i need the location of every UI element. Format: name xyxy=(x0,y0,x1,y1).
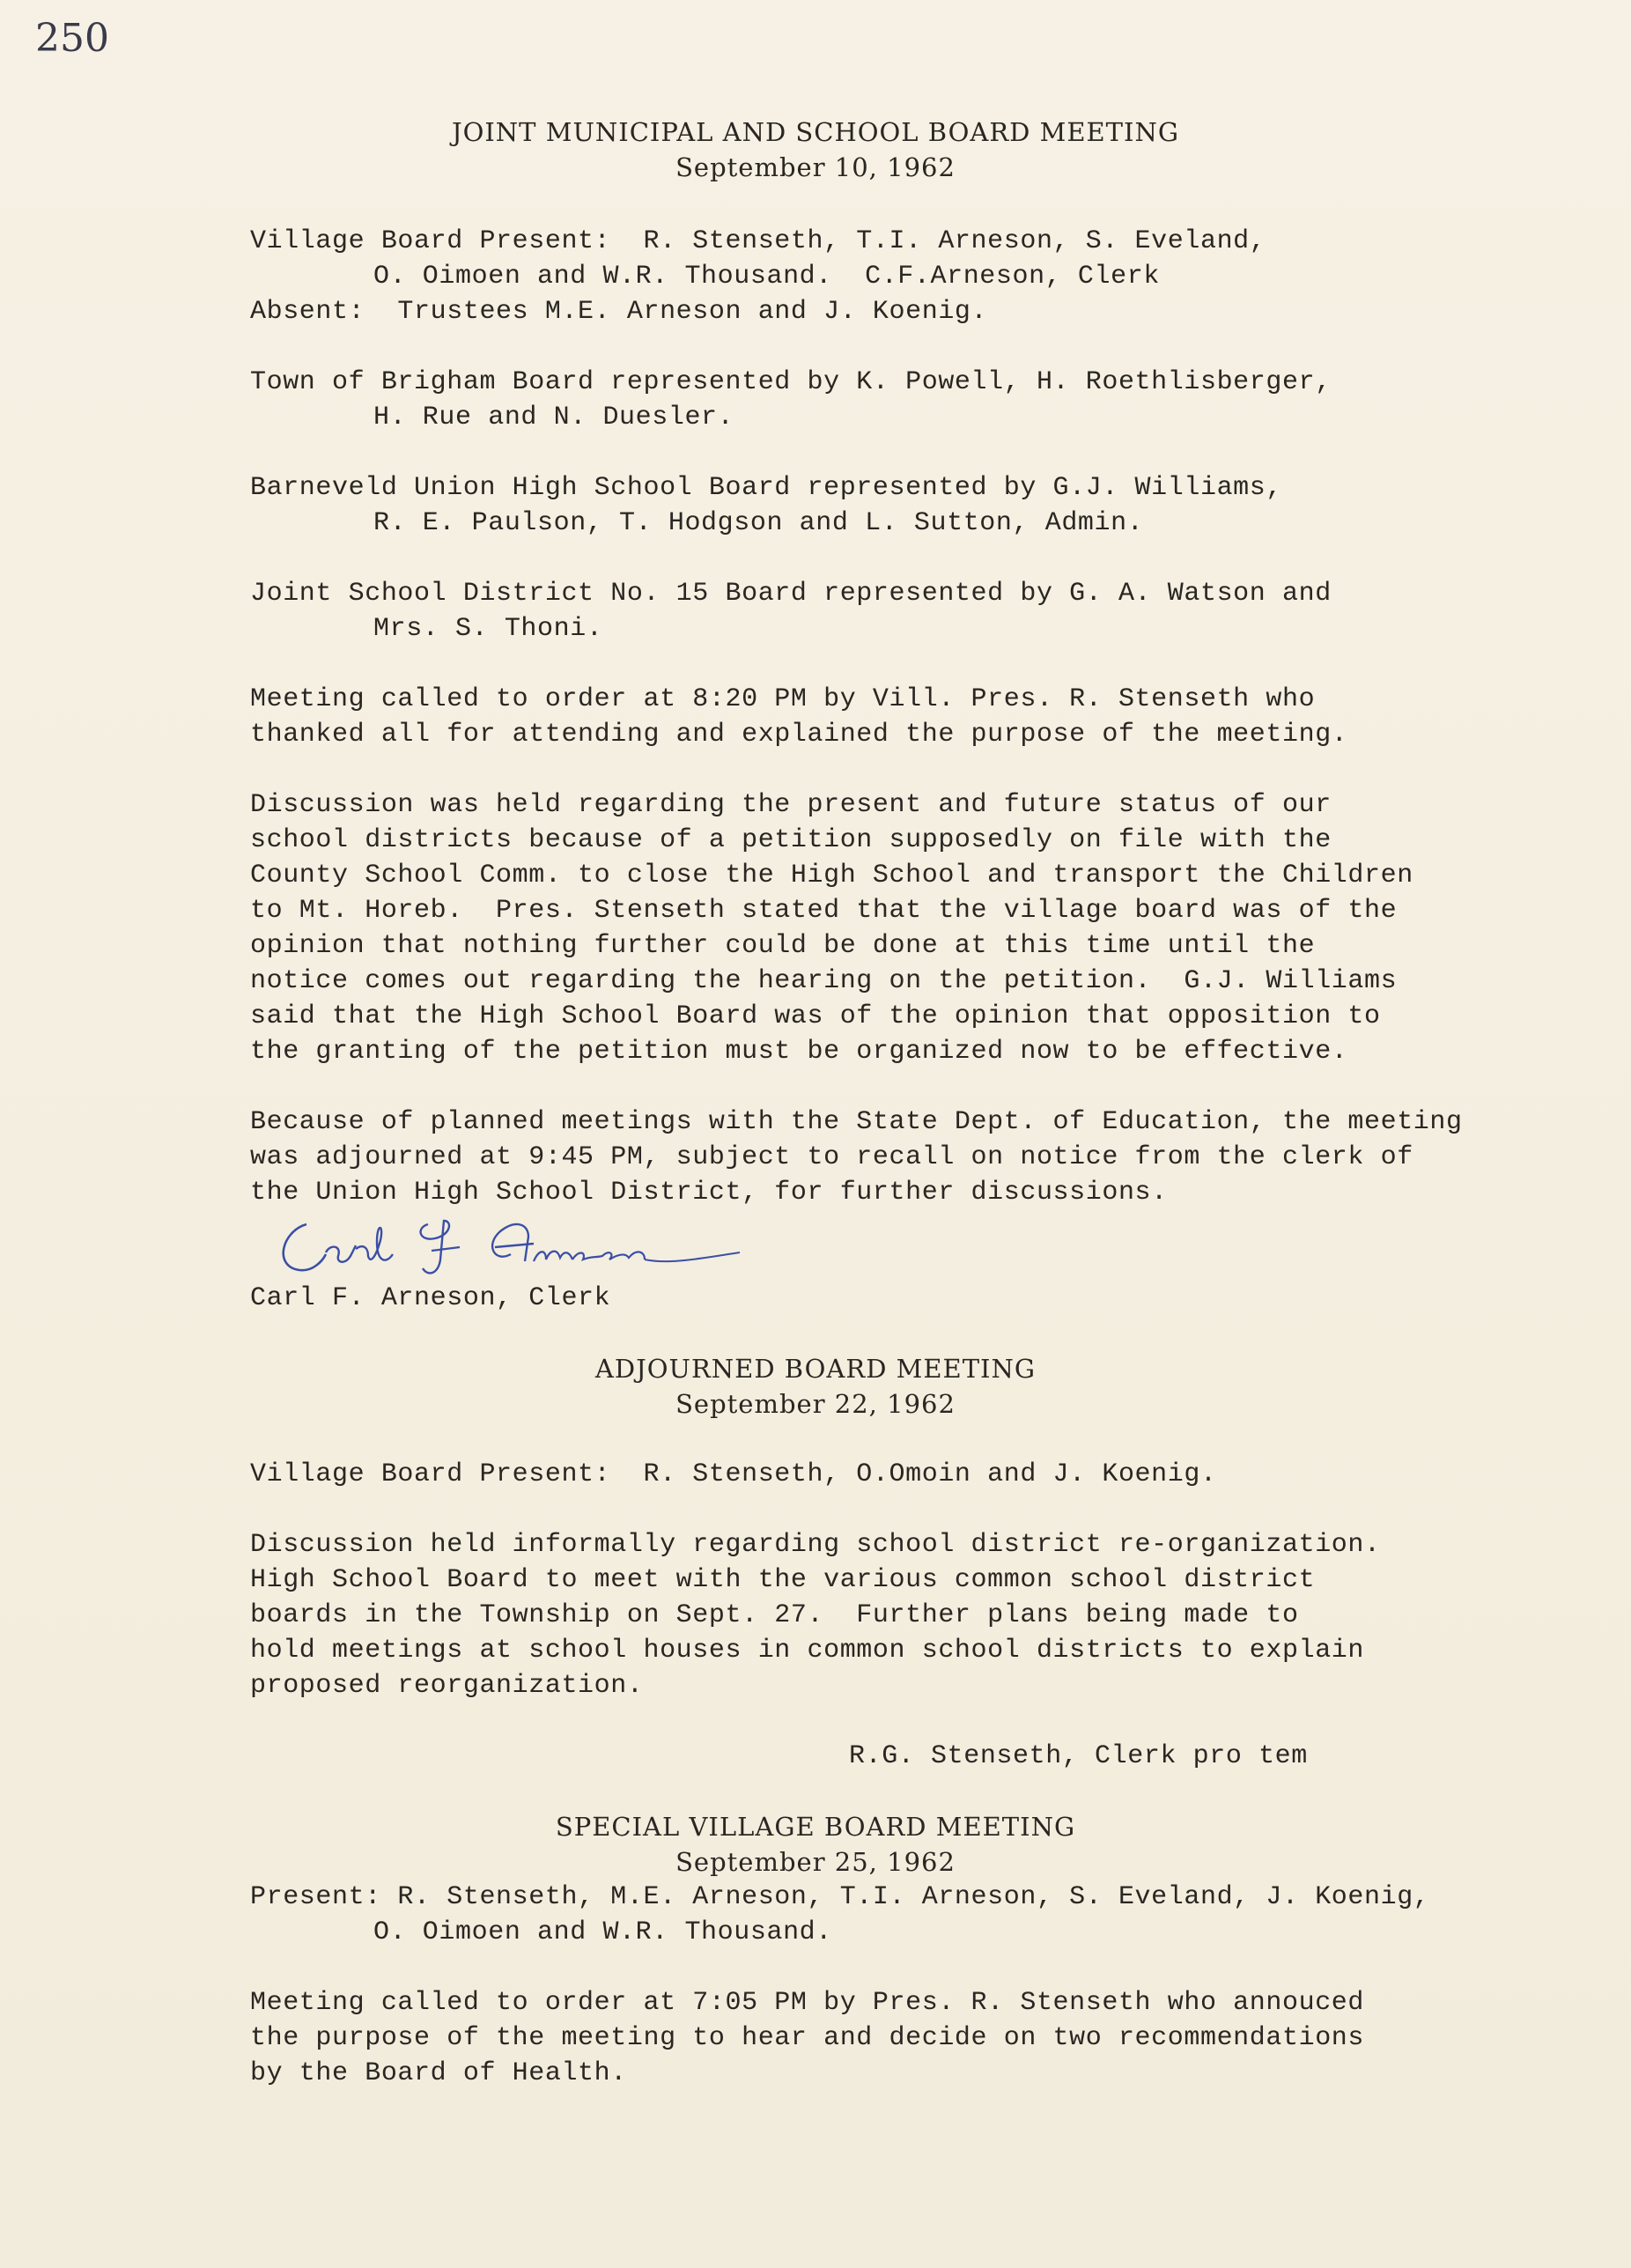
meeting1-village-present-cont: O. Oimoen and W.R. Thousand. C.F.Arneson, Clerk xyxy=(373,262,1160,292)
meeting2-clerk-pro-tem: R.G. Stenseth, Clerk pro tem xyxy=(849,1741,1308,1771)
meeting3-present: Present: R. Stenseth, M.E. Arneson, T.I. Arneson, S. Eveland, J. Koenig, xyxy=(250,1882,1430,1912)
meeting3-present-cont: O. Oimoen and W.R. Thousand. xyxy=(373,1917,832,1947)
meeting1-discussion-6: notice comes out regarding the hearing on the petition. G.J. Williams xyxy=(250,966,1398,996)
meeting2-title: ADJOURNED BOARD MEETING xyxy=(594,1354,1037,1384)
meeting2-discussion-1: Discussion held informally regarding school district re-organization. xyxy=(250,1530,1381,1560)
meeting1-adjourned-2: was adjourned at 9:45 PM, subject to recall on notice from the clerk of xyxy=(250,1142,1413,1172)
meeting2-date: September 22, 1962 xyxy=(675,1389,956,1419)
meeting1-title: JOINT MUNICIPAL AND SCHOOL BOARD MEETING xyxy=(451,117,1180,147)
meeting2-discussion-5: proposed reorganization. xyxy=(250,1671,644,1701)
meeting1-joint-district: Joint School District No. 15 Board represented by G. A. Watson and xyxy=(250,579,1332,609)
meeting1-date: September 10, 1962 xyxy=(675,152,956,182)
meeting1-adjourned-1: Because of planned meetings with the State Dept. of Education, the meeting xyxy=(250,1107,1463,1137)
meeting1-absent: Absent: Trustees M.E. Arneson and J. Koenig. xyxy=(250,297,988,327)
meeting1-village-present: Village Board Present: R. Stenseth, T.I. Arneson, S. Eveland, xyxy=(250,226,1266,256)
meeting1-discussion-4: to Mt. Horeb. Pres. Stenseth stated that the village board was of the xyxy=(250,896,1398,926)
meeting3-date: September 25, 1962 xyxy=(675,1847,956,1877)
meeting1-joint-district-cont: Mrs. S. Thoni. xyxy=(373,614,603,644)
meeting3-called-3: by the Board of Health. xyxy=(250,2058,627,2088)
meeting1-clerk-name: Carl F. Arneson, Clerk xyxy=(250,1283,611,1313)
meeting3-called-1: Meeting called to order at 7:05 PM by Pres. R. Stenseth who annouced xyxy=(250,1988,1364,2018)
page-number: 250 xyxy=(35,16,109,61)
meeting1-adjourned-3: the Union High School District, for further discussions. xyxy=(250,1178,1168,1208)
meeting1-discussion-2: school districts because of a petition supposedly on file with the xyxy=(250,825,1332,855)
meeting2-discussion-3: boards in the Township on Sept. 27. Further plans being made to xyxy=(250,1600,1299,1630)
meeting2-discussion-2: High School Board to meet with the various common school district xyxy=(250,1565,1316,1595)
meeting1-called-to-order-cont: thanked all for attending and explained the purpose of the meeting. xyxy=(250,720,1348,750)
meeting1-called-to-order: Meeting called to order at 8:20 PM by Vill. Pres. R. Stenseth who xyxy=(250,684,1316,714)
meeting2-discussion-4: hold meetings at school houses in common school districts to explain xyxy=(250,1636,1364,1666)
meeting1-discussion-5: opinion that nothing further could be done at this time until the xyxy=(250,931,1316,961)
meeting1-discussion-8: the granting of the petition must be organized now to be effective. xyxy=(250,1037,1348,1067)
meeting1-discussion-1: Discussion was held regarding the present and future status of our xyxy=(250,790,1332,820)
meeting1-brigham-cont: H. Rue and N. Duesler. xyxy=(373,403,734,432)
meeting1-barneveld: Barneveld Union High School Board represented by G.J. Williams, xyxy=(250,473,1282,503)
meeting3-title: SPECIAL VILLAGE BOARD MEETING xyxy=(555,1812,1076,1842)
meeting3-called-2: the purpose of the meeting to hear and decide on two recommendations xyxy=(250,2023,1364,2053)
meeting1-discussion-7: said that the High School Board was of the opinion that opposition to xyxy=(250,1001,1381,1031)
meeting1-discussion-3: County School Comm. to close the High School and transport the Children xyxy=(250,861,1413,890)
meeting1-brigham: Town of Brigham Board represented by K. Powell, H. Roethlisberger, xyxy=(250,367,1332,397)
meeting1-barneveld-cont: R. E. Paulson, T. Hodgson and L. Sutton, Admin. xyxy=(373,508,1144,538)
meeting2-present: Village Board Present: R. Stenseth, O.Omoin and J. Koenig. xyxy=(250,1459,1217,1489)
